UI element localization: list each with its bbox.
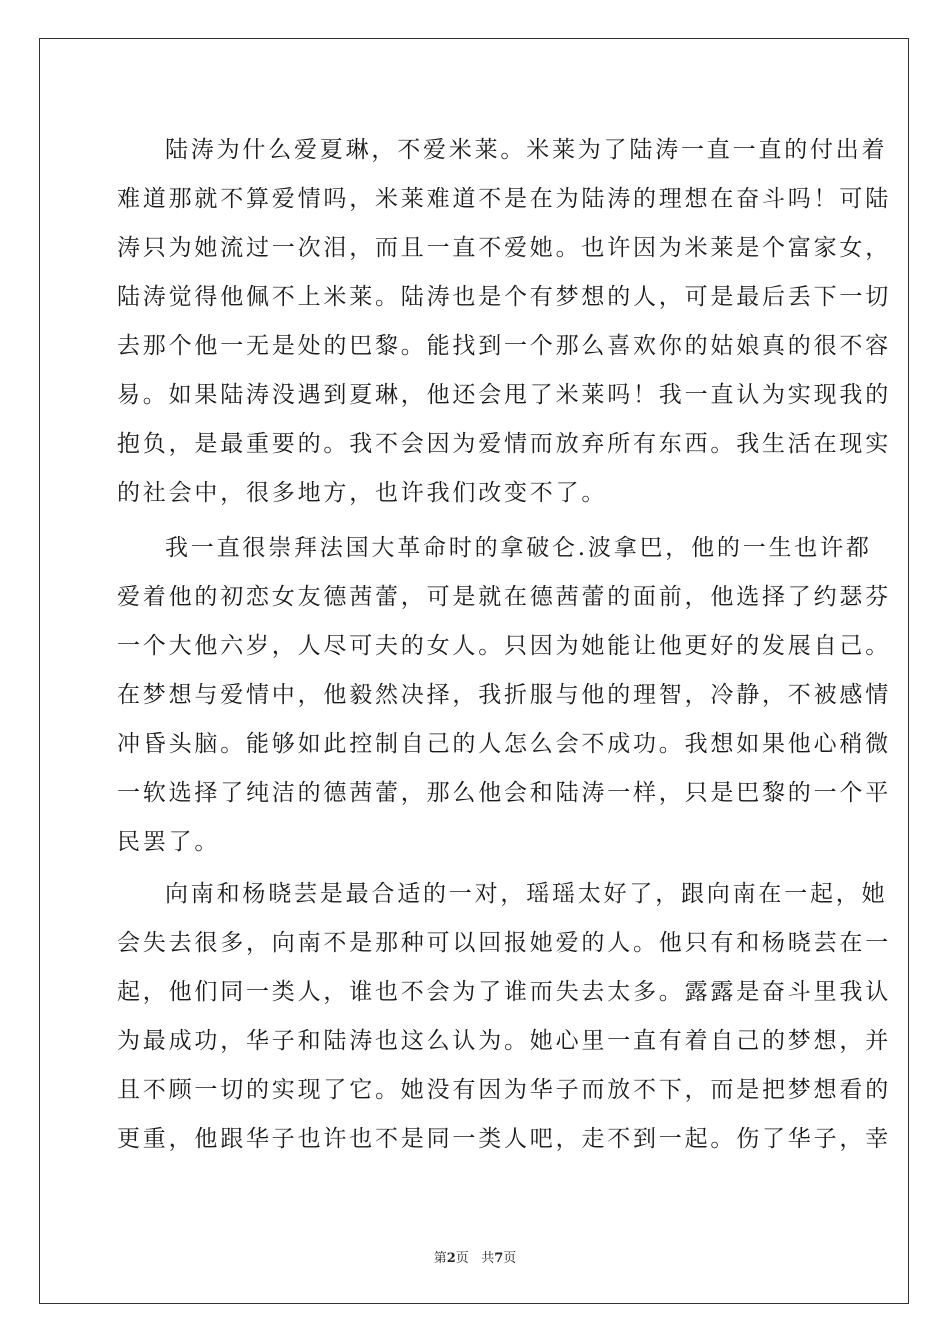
text-line: 起，他们同一类人，谁也不会为了谁而失去太多。露露是奋斗里我认 <box>117 979 891 1005</box>
footer-total-prefix: 共 <box>481 1251 495 1266</box>
text-line: 向南和杨晓芸是最合适的一对，瑶瑶太好了，跟向南在一起，她 <box>165 881 888 907</box>
text-line: 一软选择了纯洁的德茜蕾，那么他会和陆涛一样，只是巴黎的一个平 <box>117 780 891 806</box>
paragraph-1 <box>117 126 891 518</box>
text-line: 抱负，是最重要的。我不会因为爱情而放弃所有东西。我生活在现实 <box>117 431 891 457</box>
text-line: 陆涛为什么爱夏琳，不爱米莱。米莱为了陆涛一直一直的付出着 <box>165 137 888 163</box>
current-page-number: 2 <box>446 1251 456 1266</box>
text-line: 一个大他六岁，人尽可夫的女人。只因为她能让他更好的发展自己。 <box>117 633 891 659</box>
text-line: 更重，他跟华子也许也不是同一类人吧，走不到一起。伤了华子，幸 <box>117 1126 891 1152</box>
text-line: 的社会中，很多地方，也许我们改变不了。 <box>117 480 608 506</box>
text-line: 易。如果陆涛没遇到夏琳，他还会甩了米莱吗！我一直认为实现我的 <box>117 382 891 408</box>
page-footer <box>0 1247 950 1266</box>
text-line: 且不顾一切的实现了它。她没有因为华子而放不下，而是把梦想看的 <box>117 1077 891 1103</box>
text-line: 涛只为她流过一次泪，而且一直不爱她。也许因为米莱是个富家女， <box>117 235 891 261</box>
footer-prefix: 第 <box>433 1251 447 1266</box>
text-line: 民罢了。 <box>117 829 221 855</box>
text-line: 我一直很崇拜法国大革命时的拿破仑.波拿巴，他的一生也许都 <box>165 535 872 561</box>
paragraph-3 <box>117 870 891 1164</box>
text-line: 在梦想与爱情中，他毅然决择，我折服与他的理智，冷静，不被感情 <box>117 682 891 708</box>
text-line: 为最成功，华子和陆涛也这么认为。她心里一直有着自己的梦想，并 <box>117 1028 891 1054</box>
text-line: 会失去很多，向南不是那种可以回报她爱的人。他只有和杨晓芸在一 <box>117 930 891 956</box>
text-line: 去那个他一无是处的巴黎。能找到一个那么喜欢你的姑娘真的很不容 <box>117 333 891 359</box>
footer-total-suffix: 页 <box>503 1251 517 1266</box>
text-line: 爱着他的初恋女友德茜蕾，可是就在德茜蕾的面前，他选择了约瑟芬 <box>117 584 891 610</box>
paragraph-2 <box>117 524 891 867</box>
text-line: 冲昏头脑。能够如此控制自己的人怎么会不成功。我想如果他心稍微 <box>117 731 891 757</box>
text-line: 陆涛觉得他佩不上米莱。陆涛也是个有梦想的人，可是最后丢下一切 <box>117 284 891 310</box>
text-line: 难道那就不算爱情吗，米莱难道不是在为陆涛的理想在奋斗吗！可陆 <box>117 186 891 212</box>
footer-page-suffix: 页 <box>455 1251 469 1266</box>
total-page-count: 7 <box>494 1251 504 1266</box>
